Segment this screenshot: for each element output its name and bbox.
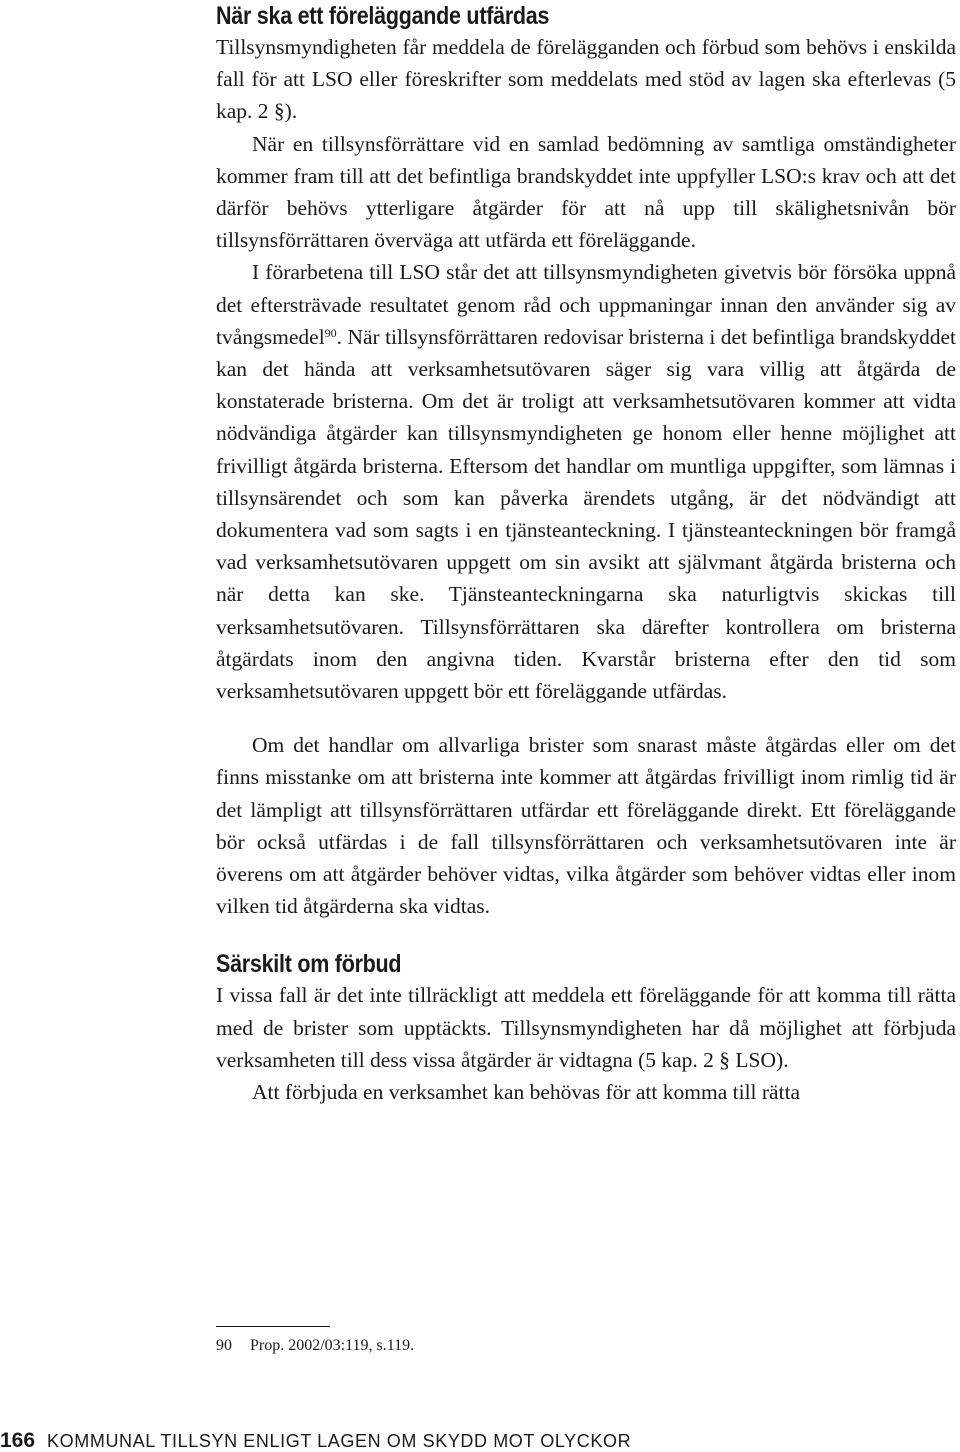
- paragraph: Att förbjuda en verksamhet kan behövas för att komma till rätta: [252, 1080, 801, 1105]
- page-number: 166: [0, 1429, 36, 1452]
- paragraph-text: I förarbetena till LSO står det att tillsynsmyndigheten givetvis bör försöka uppnå det eftersträvade resultatet genom råd och uppmaningar innan den använder sig av tvångsmedel: [216, 260, 956, 349]
- paragraph: [216, 256, 956, 707]
- footnote-text: Prop. 2002/03:119, s.119.: [250, 1337, 415, 1354]
- page-footer: [0, 1430, 631, 1452]
- paragraph: Om det handlar om allvarliga brister som snarast måste åtgärdas eller om det finns misstanke om att bristerna inte kommer att åtgärdas frivilligt inom rimlig tid är det lämpligt att tillsynsförrättaren utfärdar ett föreläggande direkt. Ett föreläggande bör också utfärdas i de fall tillsynsförrättaren och verksamhetsutövaren inte är överens om att åtgärder behöver vidtas, vilka åtgärder som behöver vidtas eller inom vilken tid åtgärderna ska vidtas.: [216, 733, 956, 919]
- footnote-reference: 90: [324, 325, 337, 340]
- footnote-divider: [216, 1326, 330, 1327]
- section-heading: Särskilt om förbud: [216, 950, 402, 979]
- paragraph-text: . När tillsynsförrättaren redovisar bristerna i det befintliga brandskyddet kan det hända att verksamhetsutövaren säger sig vara villig att åtgärda de konstaterade bristerna. Om det är troligt att verksamhetsutövaren kommer att vidta nödvändiga åtgärder kan tillsynsmyndigheten ge honom eller henne möjlighet att frivilligt åtgärda bristerna. Eftersom det handlar om muntliga uppgifter, som lämnas i tillsynsärendet och som kan påverka ärendets utgång, är det nödvändigt att dokumentera vad som sagts i en tjänsteanteckning. I tjänsteanteckningen bör framgå vad verksamhetsutövaren uppgett om sin avsikt att självmant åtgärda bristerna och när detta kan ske. Tjänsteanteckningarna ska naturligtvis skickas till verksamhetsutövaren. Tillsynsförrättaren ska därefter kontrollera om bristerna åtgärdats inom den angivna tiden. Kvarstår bristerna efter den tid som verksamhetsutövaren uppgett bör ett föreläggande utfärdas.: [216, 324, 956, 704]
- running-title: KOMMUNAL TILLSYN ENLIGT LAGEN OM SKYDD MOT OLYCKOR: [47, 1431, 632, 1451]
- section-heading: När ska ett föreläggande utfärdas: [216, 2, 550, 30]
- footnote-number: 90: [216, 1337, 232, 1354]
- body-text: [216, 0, 956, 1108]
- footnote: [216, 1336, 414, 1356]
- paragraph: Tillsynsmyndigheten får meddela de förelägganden och förbud som behövs i enskilda fall för att LSO eller föreskrifter som meddelats med stöd av lagen ska efterlevas (5 kap. 2 §).: [216, 35, 956, 124]
- paragraph: När en tillsynsförrättare vid en samlad bedömning av samtliga omständigheter kommer fram till att det befintliga brandskyddet inte uppfyller LSO:s krav och att det därför behövs ytterligare åtgärder för att nå upp till skälighetsnivån bör tillsynsförrättaren överväga att utfärda ett föreläggande.: [216, 131, 956, 253]
- paragraph: I vissa fall är det inte tillräckligt att meddela ett föreläggande för att komma till rätta med de brister som upptäckts. Tillsynsmyndigheten har då möjlighet att förbjuda verksamheten till dess vissa åtgärder är vidtagna (5 kap. 2 § LSO).: [216, 983, 956, 1072]
